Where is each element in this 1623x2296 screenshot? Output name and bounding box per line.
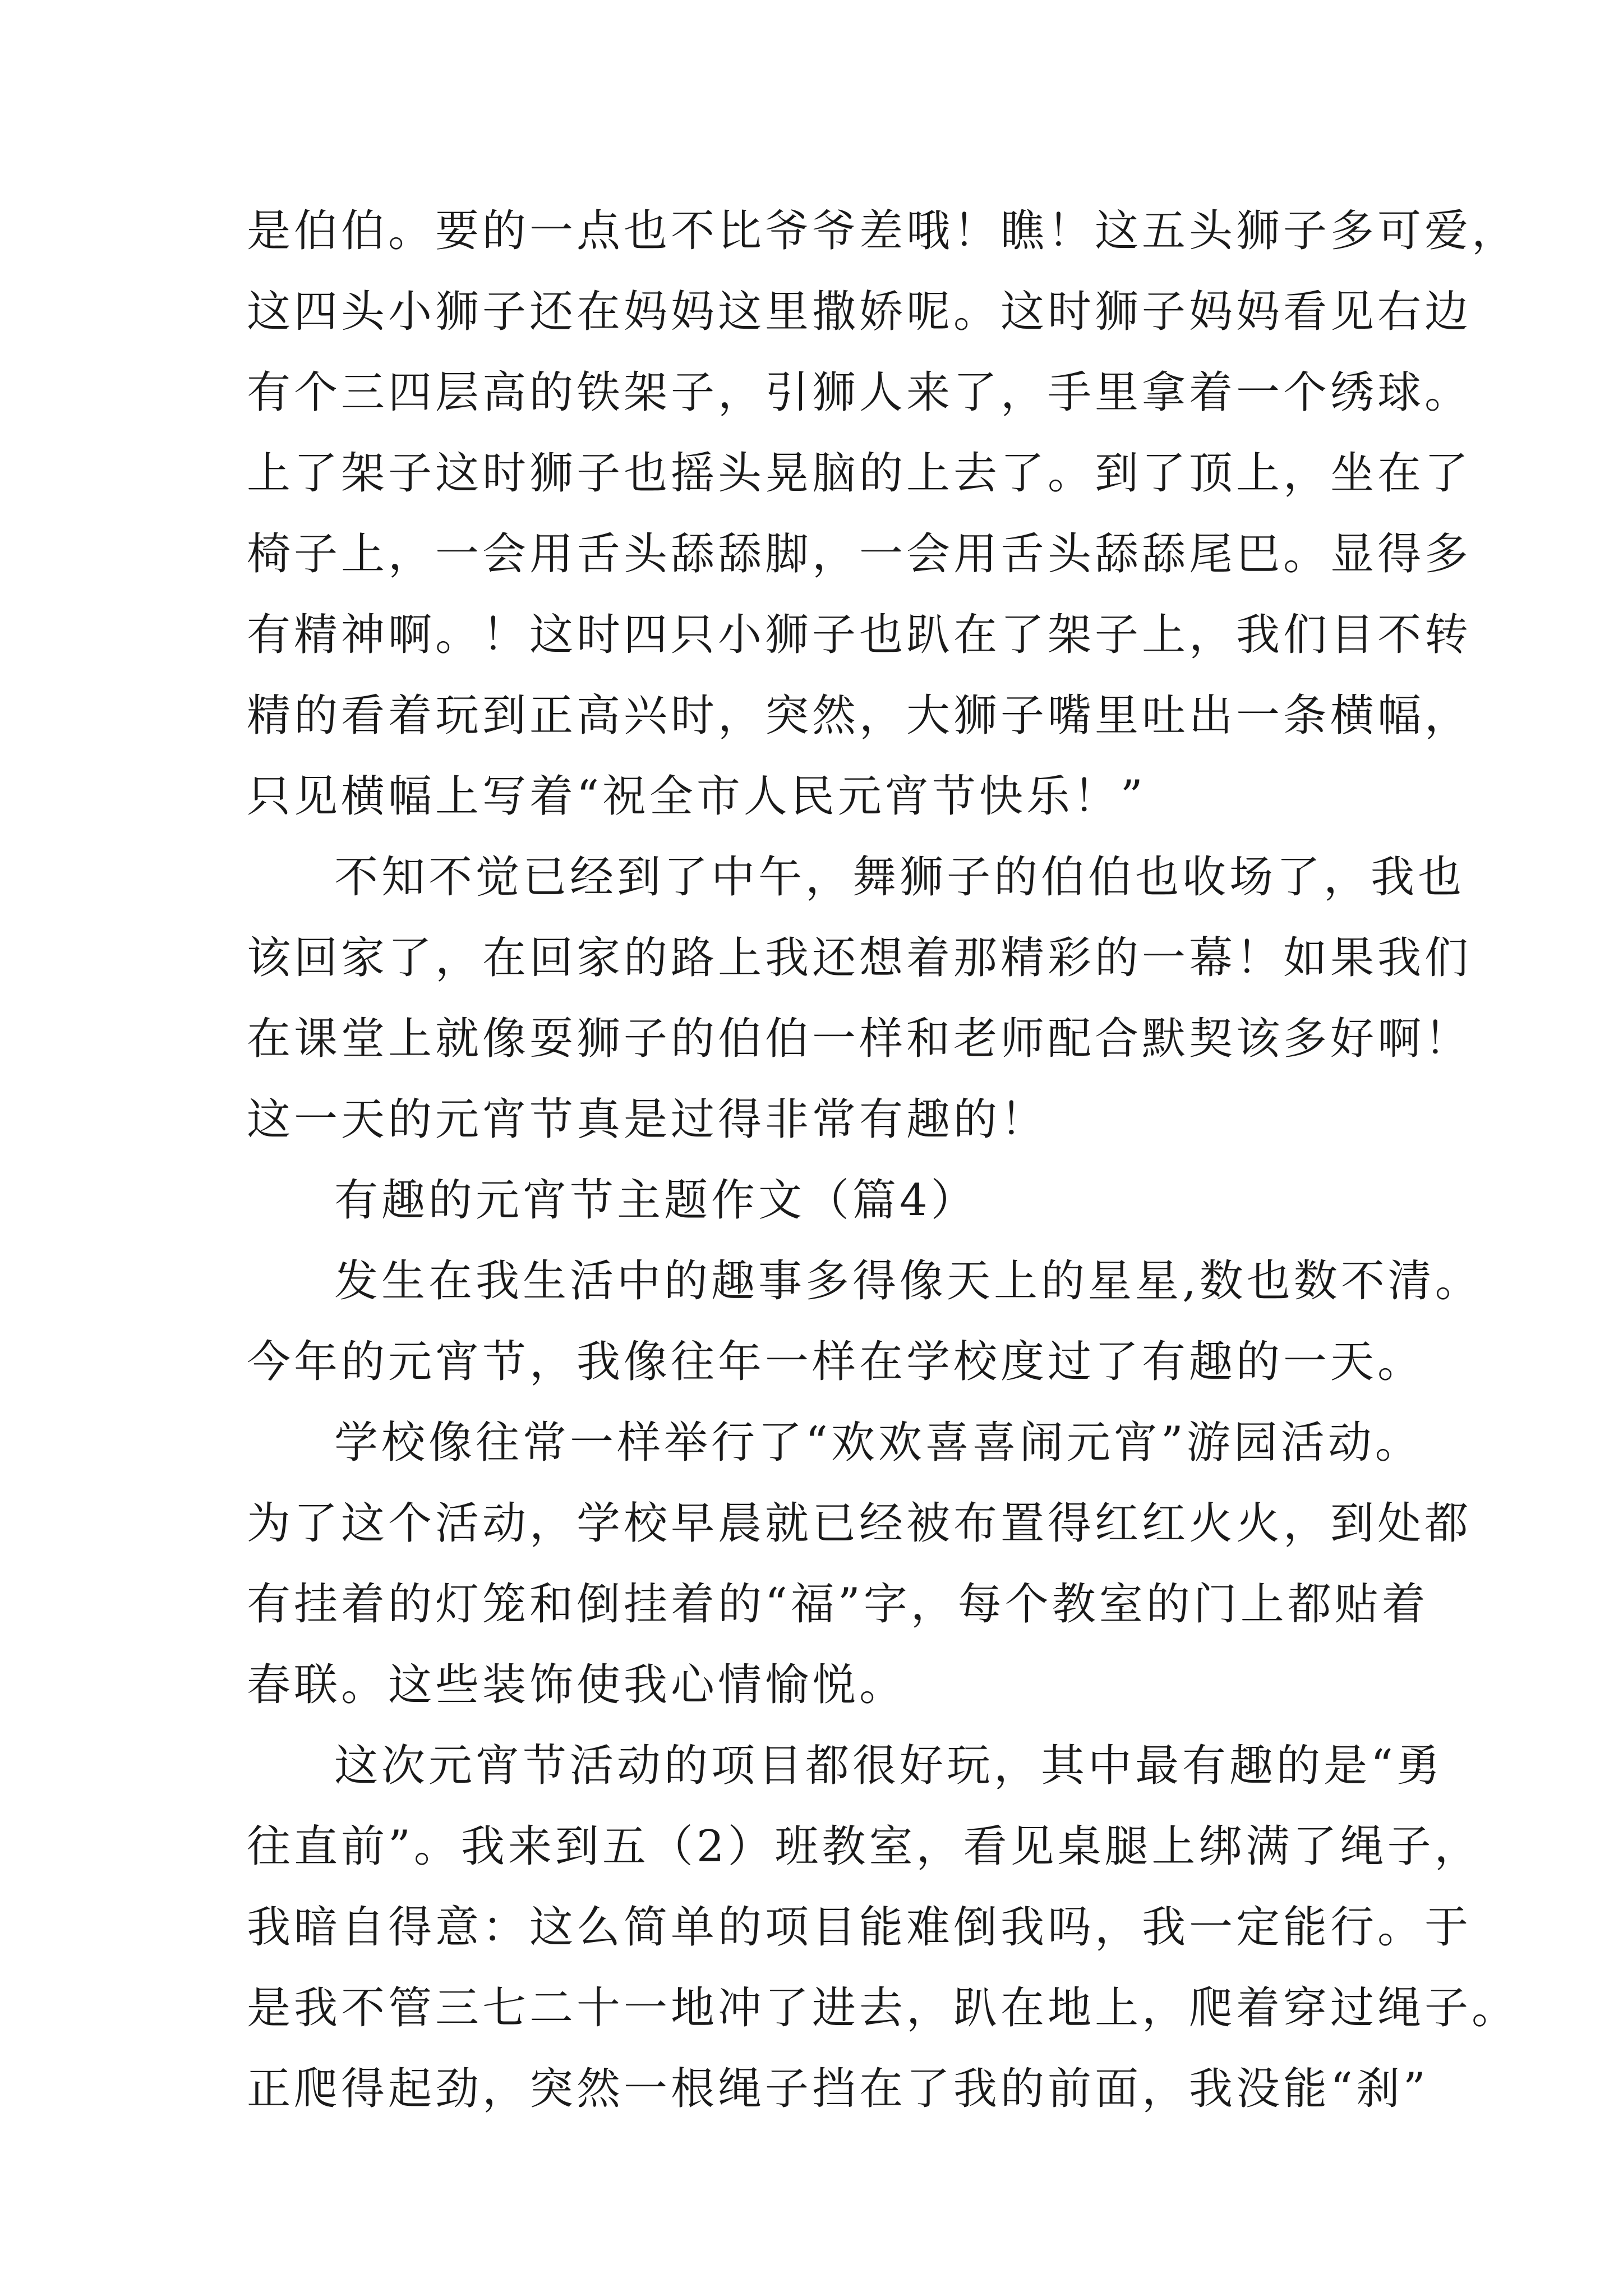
text-line: 这一天的元宵节真是过得非常有趣的！ [247, 1094, 1048, 1145]
text-line: 上了架子这时狮子也摇头晃脑的上去了。到了顶上，坐在了 [247, 448, 1472, 499]
paragraph-start: 发生在我生活中的趣事多得像天上的星星,数也数不清。 [334, 1256, 1482, 1306]
text-line: 只见横幅上写着“祝全市人民元宵节快乐！” [247, 771, 1146, 822]
text-line: 精的看着玩到正高兴时，突然，大狮子嘴里吐出一条横幅， [247, 691, 1472, 741]
paragraph-start: 不知不觉已经到了中午，舞狮子的伯伯也收场了，我也 [334, 852, 1465, 903]
paragraph-start: 学校像往常一样举行了“欢欢喜喜闹元宵”游园活动。 [334, 1418, 1422, 1468]
body-text [247, 191, 1519, 2129]
text-line: 有挂着的灯笼和倒挂着的“福”字，每个教室的门上都贴着 [247, 1579, 1429, 1630]
text-line: 春联。这些装饰使我心情愉悦。 [247, 1660, 907, 1710]
section-heading: 有趣的元宵节主题作文（篇4） [334, 1175, 978, 1226]
paragraph-start: 这次元宵节活动的项目都很好玩，其中最有趣的是“勇 [334, 1741, 1444, 1791]
text-line: 我暗自得意：这么简单的项目能难倒我吗，我一定能行。于 [247, 1902, 1472, 1953]
text-line: 该回家了，在回家的路上我还想着那精彩的一幕！如果我们 [247, 933, 1472, 983]
text-line: 有精神啊。！这时四只小狮子也趴在了架子上，我们目不转 [247, 610, 1472, 660]
text-line: 是伯伯。要的一点也不比爷爷差哦！瞧！这五头狮子多可爱， [247, 206, 1519, 256]
text-line: 为了这个活动，学校早晨就已经被布置得红红火火，到处都 [247, 1498, 1472, 1549]
text-line: 有个三四层高的铁架子，引狮人来了，手里拿着一个绣球。 [247, 367, 1472, 418]
text-line: 往直前”。我来到五（2）班教室，看见桌腿上绑满了绳子， [247, 1821, 1482, 1872]
text-line: 在课堂上就像耍狮子的伯伯一样和老师配合默契该多好啊！ [247, 1014, 1472, 1064]
text-line: 是我不管三七二十一地冲了进去，趴在地上，爬着穿过绳子。 [247, 1983, 1519, 2033]
text-line: 今年的元宵节，我像往年一样在学校度过了有趣的一天。 [247, 1337, 1425, 1387]
text-line: 这四头小狮子还在妈妈这里撒娇呢。这时狮子妈妈看见右边 [247, 287, 1472, 337]
text-line: 椅子上，一会用舌头舔舔脚，一会用舌头舔舔尾巴。显得多 [247, 529, 1472, 579]
text-line: 正爬得起劲，突然一根绳子挡在了我的前面，我没能“刹” [247, 2064, 1429, 2114]
